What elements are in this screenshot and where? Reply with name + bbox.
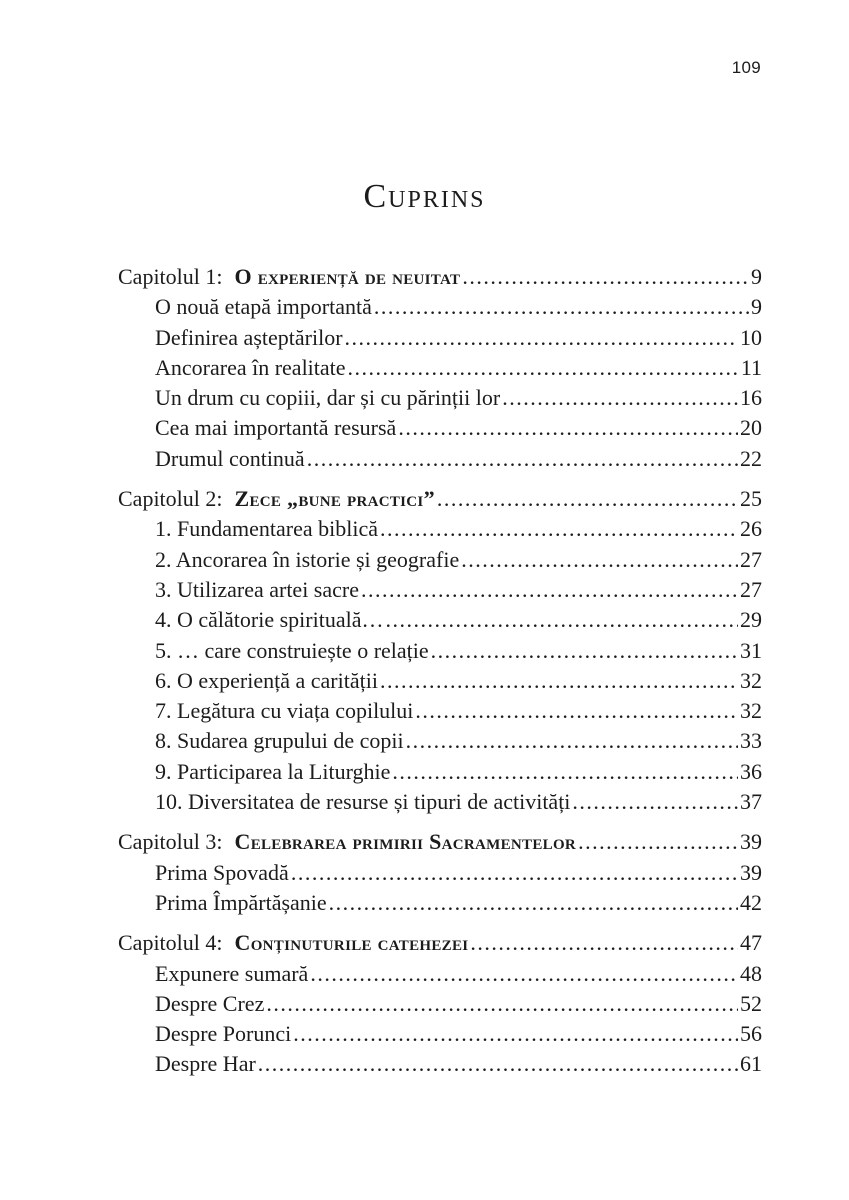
page-ref: 9 [751,264,762,289]
dot-leader [345,323,738,353]
page-ref: 20 [740,415,762,441]
chapter-3 [118,827,762,918]
page-ref: 16 [740,385,762,411]
dot-leader [291,858,738,888]
toc-entry[interactable] [118,292,762,322]
chapter-label [118,928,468,958]
entry-label: 5. … care construiește o relație [155,637,429,663]
toc-entry[interactable] [118,959,762,989]
toc-entry[interactable] [118,1049,762,1079]
dot-leader [406,726,738,756]
dot-leader [398,413,738,443]
entry-label: Definirea așteptărilor [155,324,343,350]
dot-leader [329,888,738,918]
entry-label: 3. Utilizarea artei sacre [155,576,359,602]
dot-leader [293,1019,738,1049]
entry-label: Cea mai importantă resursă [155,415,397,441]
toc-entry[interactable] [118,545,762,575]
chapter-label [118,827,576,857]
page-ref: 32 [740,667,762,693]
dot-leader [578,827,738,857]
chapter-heading-row[interactable] [118,827,762,857]
dot-leader [392,757,738,787]
page-ref: 42 [740,889,762,915]
dot-leader [462,262,749,292]
page-ref: 29 [740,607,762,633]
chapter-heading: Zece „bune practici” [234,486,435,512]
dot-leader [380,514,738,544]
entry-label: Drumul continuă [155,445,305,471]
toc-entry[interactable] [118,383,762,413]
entry-label: 8. Sudarea grupului de copii [155,728,404,754]
page-ref: 9 [751,294,762,320]
toc-entry[interactable] [118,888,762,918]
dot-leader [470,928,738,958]
dot-leader [310,959,738,989]
dot-leader [461,545,738,575]
page-ref: 56 [740,1021,762,1047]
chapter-heading: O experiență de neuitat [234,264,461,289]
dot-leader [374,292,749,322]
entry-label: Despre Porunci [155,1021,292,1047]
entry-label: 7. Legătura cu viața copilului [155,698,414,724]
dot-leader [502,383,738,413]
page-ref: 32 [740,698,762,724]
toc-entry[interactable] [118,514,762,544]
dot-leader [348,353,739,383]
entry-label: Expunere sumară [155,960,309,986]
entry-label: Despre Crez [155,990,265,1016]
page-ref: 47 [740,930,762,956]
entry-label: 9. Participarea la Liturghie [155,758,391,784]
toc-entry[interactable] [118,726,762,756]
page-ref: 37 [740,789,762,815]
dot-leader [572,787,738,817]
page-ref: 61 [740,1051,762,1077]
page-ref: 36 [740,758,762,784]
page-ref: 27 [740,576,762,602]
page-title: Cuprins [363,178,486,215]
page-ref: 25 [740,486,762,512]
table-of-contents [118,262,762,1090]
toc-entry[interactable] [118,636,762,666]
toc-entry[interactable] [118,444,762,474]
page-ref: 48 [740,960,762,986]
chapter-prefix: Capitolul 1: [118,264,223,289]
chapter-heading: Conținuturile catehezei [234,930,469,956]
entry-label: Ancorarea în realitate [155,354,346,380]
entry-label: 10. Diversitatea de resurse și tipuri de activități [155,789,571,815]
chapter-prefix: Capitolul 2: [118,486,223,512]
dot-leader [437,484,738,514]
toc-entry[interactable] [118,323,762,353]
page-ref: 33 [740,728,762,754]
page-ref: 11 [740,354,762,380]
toc-entry[interactable] [118,575,762,605]
entry-label: Despre Har [155,1051,256,1077]
dot-leader [361,575,738,605]
chapter-4 [118,928,762,1079]
chapter-label [118,484,435,514]
page-ref: 26 [740,516,762,542]
chapter-heading-row[interactable] [118,484,762,514]
page-ref: 10 [740,324,762,350]
chapter-heading-row[interactable] [118,262,762,292]
dot-leader [380,666,738,696]
entry-label: O nouă etapă importantă [155,294,372,320]
page-ref: 27 [740,546,762,572]
dot-leader [385,605,738,635]
page-number: 109 [731,58,761,77]
toc-entry[interactable] [118,787,762,817]
toc-entry[interactable] [118,989,762,1019]
chapter-label [118,262,460,292]
page-ref: 52 [740,990,762,1016]
entry-label: Prima Împărtășanie [155,889,327,915]
toc-entry[interactable] [118,1019,762,1049]
toc-entry[interactable] [118,605,762,635]
toc-entry[interactable] [118,413,762,443]
toc-entry[interactable] [118,696,762,726]
toc-entry[interactable] [118,757,762,787]
chapter-prefix: Capitolul 4: [118,930,223,956]
chapter-1 [118,262,762,474]
chapter-2 [118,484,762,817]
dot-leader [266,989,738,1019]
dot-leader [307,444,738,474]
dot-leader [258,1049,738,1079]
entry-label: 2. Ancorarea în istorie și geografie [155,546,460,572]
page-ref: 39 [740,829,762,855]
chapter-heading: Celebrarea primirii Sacramentelor [234,829,577,855]
toc-entry[interactable] [118,353,762,383]
entry-label: 1. Fundamentarea biblică [155,516,378,542]
dot-leader [431,636,738,666]
page-ref: 31 [740,637,762,663]
toc-entry[interactable] [118,858,762,888]
entry-label: 4. O călătorie spirituală… [155,607,384,633]
chapter-heading-row[interactable] [118,928,762,958]
chapter-prefix: Capitolul 3: [118,829,223,855]
entry-label: Prima Spovadă [155,859,289,885]
toc-entry[interactable] [118,666,762,696]
entry-label: Un drum cu copiii, dar și cu părinții lor [155,385,501,411]
entry-label: 6. O experiență a carității [155,667,378,693]
page-ref: 39 [740,859,762,885]
dot-leader [415,696,738,726]
page-ref: 22 [740,445,762,471]
